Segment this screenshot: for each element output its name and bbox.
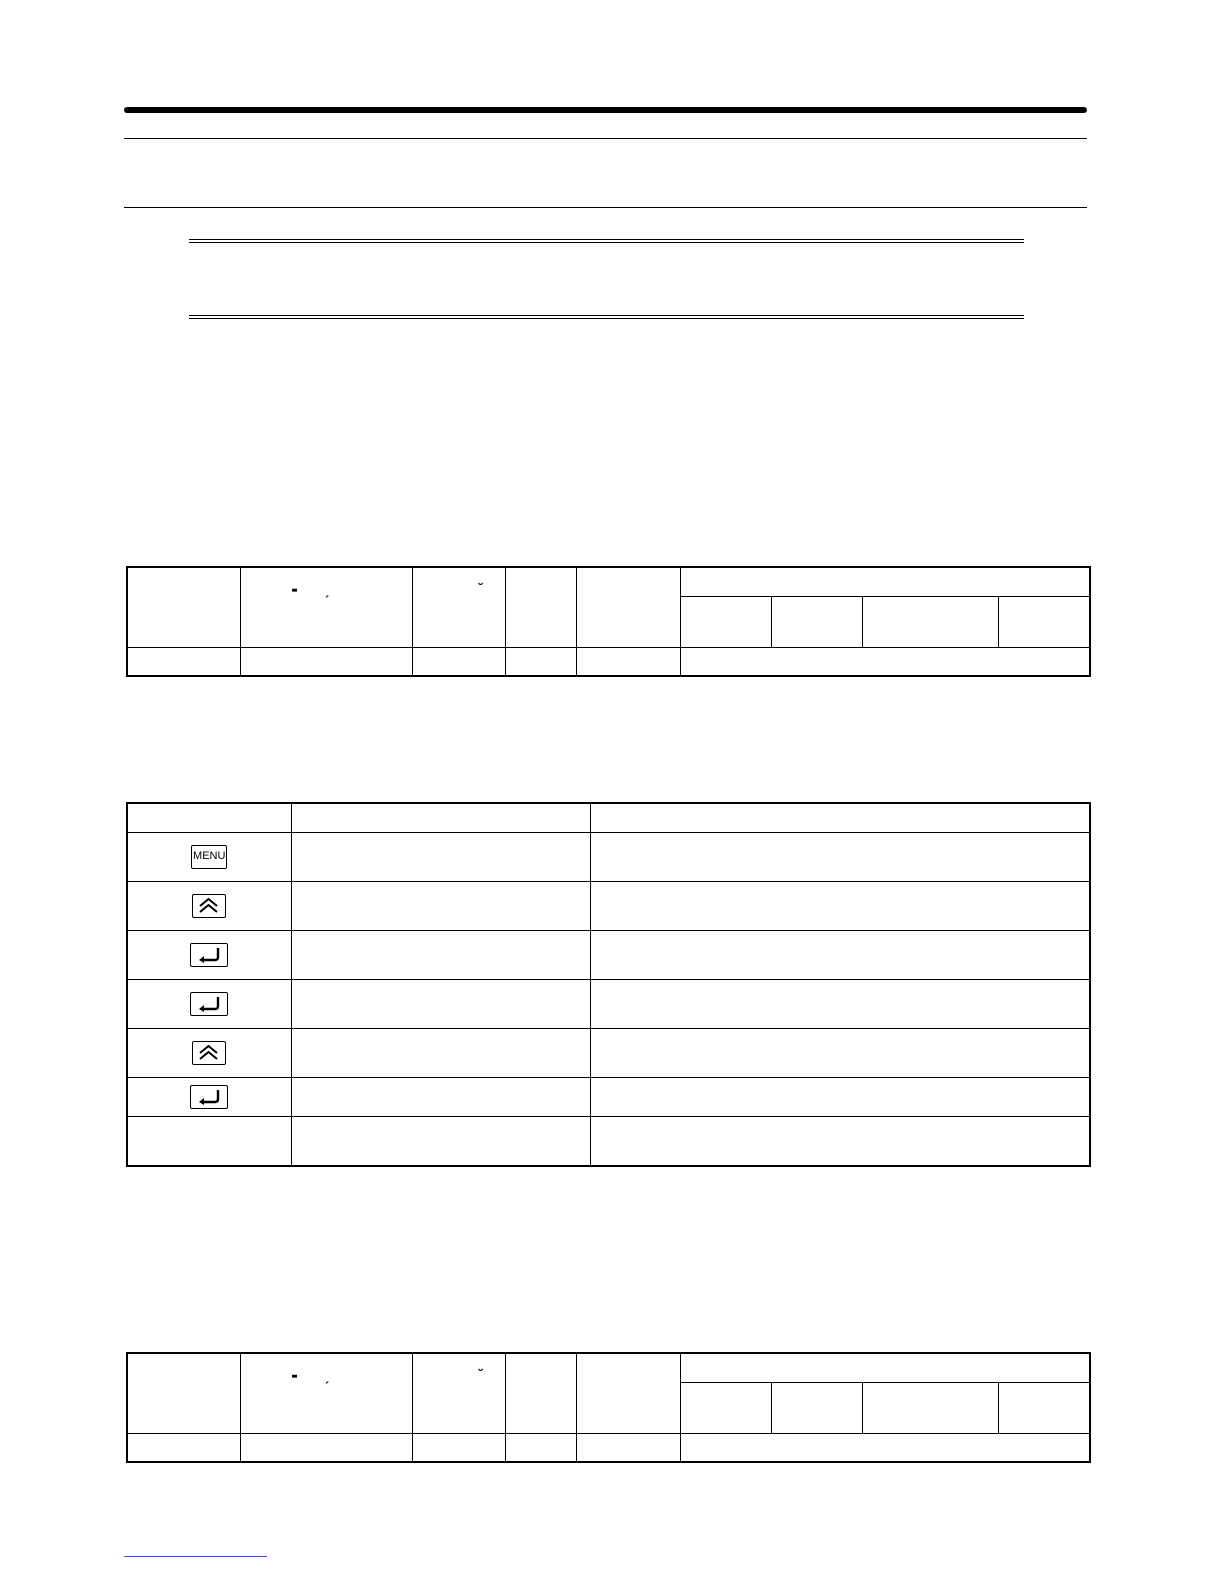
subheader-cell bbox=[862, 1383, 998, 1434]
data-cell bbox=[505, 648, 576, 677]
data-cell bbox=[240, 1434, 412, 1463]
key-cell bbox=[127, 1029, 291, 1078]
table-cell bbox=[590, 980, 1090, 1029]
double-chevron-up-icon bbox=[192, 894, 226, 918]
table-cell bbox=[590, 1078, 1090, 1117]
table-cell bbox=[291, 1029, 590, 1078]
header-cell bbox=[127, 803, 291, 833]
enter-return-icon bbox=[190, 992, 228, 1016]
header-cell: ˘ bbox=[412, 1353, 505, 1434]
header-thick-rule bbox=[124, 107, 1087, 113]
key-cell bbox=[127, 1117, 291, 1167]
data-cell bbox=[576, 1434, 680, 1463]
section-double-rule-bottom bbox=[189, 315, 1024, 319]
key-cell bbox=[127, 931, 291, 980]
data-cell bbox=[412, 1434, 505, 1463]
section-double-rule-top bbox=[189, 239, 1024, 243]
subheader-cell bbox=[680, 597, 771, 648]
subheader-cell bbox=[862, 597, 998, 648]
table-cell bbox=[291, 882, 590, 931]
table-cell bbox=[590, 882, 1090, 931]
header-cell: ˘ bbox=[412, 567, 505, 648]
key-procedure-table bbox=[126, 802, 1091, 1167]
subheader-cell bbox=[771, 597, 862, 648]
table-cell bbox=[291, 931, 590, 980]
table-cell bbox=[590, 1117, 1090, 1167]
header-group-cell bbox=[680, 567, 1090, 597]
footer-link-underline[interactable] bbox=[124, 1556, 267, 1557]
double-chevron-up-icon bbox=[192, 1041, 226, 1065]
data-cell bbox=[127, 648, 240, 677]
parameter-table-1 bbox=[126, 566, 1091, 677]
header-cell: ╸ ˏ bbox=[240, 567, 412, 648]
data-cell bbox=[680, 1434, 1090, 1463]
parameter-table-2 bbox=[126, 1352, 1091, 1463]
data-cell bbox=[240, 648, 412, 677]
table-cell bbox=[291, 833, 590, 882]
header-cell bbox=[590, 803, 1090, 833]
data-cell bbox=[127, 1434, 240, 1463]
header-cell bbox=[576, 567, 680, 648]
table-cell bbox=[590, 833, 1090, 882]
header-group-cell bbox=[680, 1353, 1090, 1383]
header-cell bbox=[505, 1353, 576, 1434]
header-cell bbox=[127, 567, 240, 648]
key-cell bbox=[127, 882, 291, 931]
header-rule-top bbox=[124, 138, 1087, 139]
table-cell bbox=[291, 980, 590, 1029]
header-cell bbox=[576, 1353, 680, 1434]
enter-return-icon bbox=[190, 1085, 228, 1109]
header-cell bbox=[505, 567, 576, 648]
subheader-cell bbox=[998, 597, 1090, 648]
key-cell bbox=[127, 980, 291, 1029]
header-cell bbox=[127, 1353, 240, 1434]
data-cell bbox=[505, 1434, 576, 1463]
header-cell: ╸ ˏ bbox=[240, 1353, 412, 1434]
table-cell bbox=[590, 931, 1090, 980]
data-cell bbox=[576, 648, 680, 677]
menu-key-icon: MENU bbox=[191, 845, 227, 869]
data-cell bbox=[680, 648, 1090, 677]
enter-return-icon bbox=[190, 943, 228, 967]
table-cell bbox=[291, 1117, 590, 1167]
subheader-cell bbox=[998, 1383, 1090, 1434]
header-cell bbox=[291, 803, 590, 833]
subheader-cell bbox=[680, 1383, 771, 1434]
key-cell bbox=[127, 1078, 291, 1117]
table-cell bbox=[590, 1029, 1090, 1078]
header-rule-bottom bbox=[124, 207, 1087, 208]
data-cell bbox=[412, 648, 505, 677]
key-cell bbox=[127, 833, 291, 882]
subheader-cell bbox=[771, 1383, 862, 1434]
table-cell bbox=[291, 1078, 590, 1117]
